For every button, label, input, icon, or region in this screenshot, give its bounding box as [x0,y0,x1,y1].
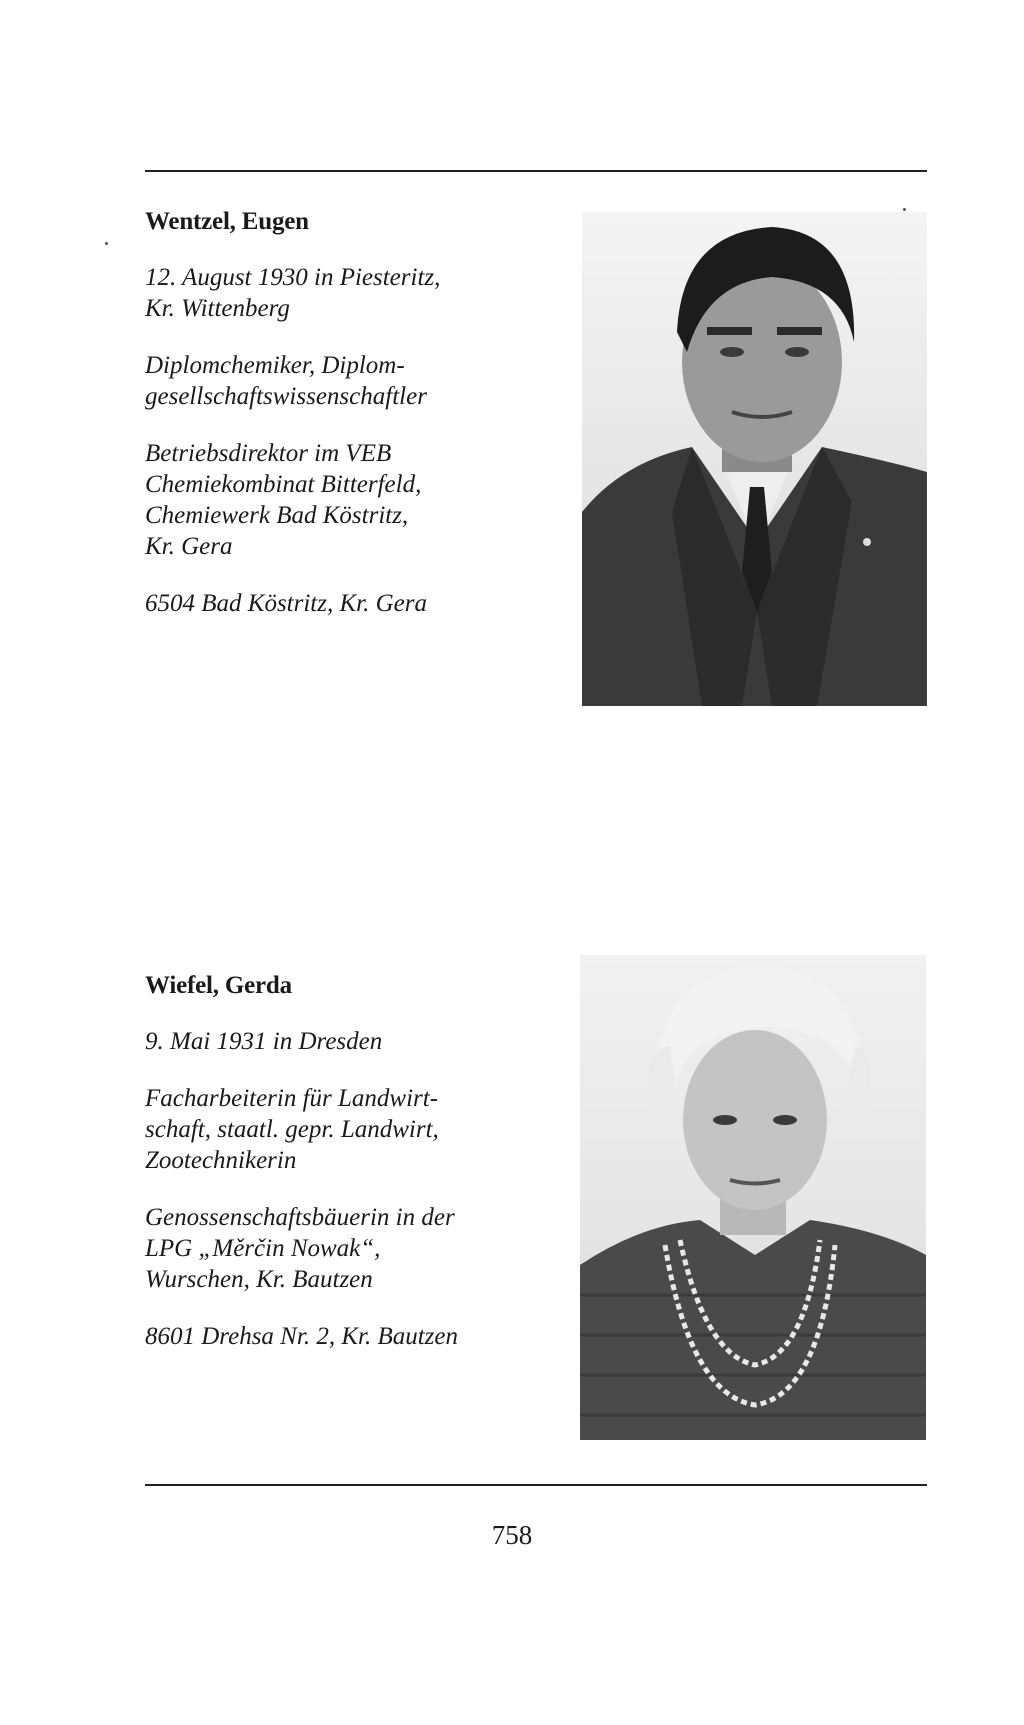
entry-position: Genossenschaftsbäuerin in der LPG „Měrčin Nowak“, Wurschen, Kr. Bautzen [145,1204,455,1293]
page-number: 758 [491,1520,533,1550]
entry-address: 6504 Bad Köstritz, Kr. Gera [145,590,427,617]
entry-profession: Diplomchemiker, Diplom- gesellschaftswissenschaftler [145,352,427,410]
entry-address: 8601 Drehsa Nr. 2, Kr. Bautzen [145,1323,458,1350]
entry-profession: Facharbeiterin für Landwirt- schaft, staatl. gepr. Landwirt, Zootechnikerin [145,1085,439,1174]
portrait-photo-wentzel [582,212,927,706]
entry-name: Wentzel, Eugen [145,208,309,235]
scan-speck [105,242,108,245]
entry-birth: 9. Mai 1931 in Dresden [145,1028,383,1055]
top-rule [145,170,927,172]
entry-position: Betriebsdirektor im VEB Chemiekombinat Bitterfeld, Chemiewerk Bad Köstritz, Kr. Gera [145,440,422,560]
entry-name: Wiefel, Gerda [145,972,292,999]
bottom-rule [145,1484,927,1486]
entry-wentzel [145,206,605,645]
entry-wiefel [145,970,605,1378]
portrait-photo-wiefel [580,955,926,1440]
entry-birth: 12. August 1930 in Piesteritz, Kr. Wittenberg [145,264,441,322]
scan-speck [903,208,906,211]
